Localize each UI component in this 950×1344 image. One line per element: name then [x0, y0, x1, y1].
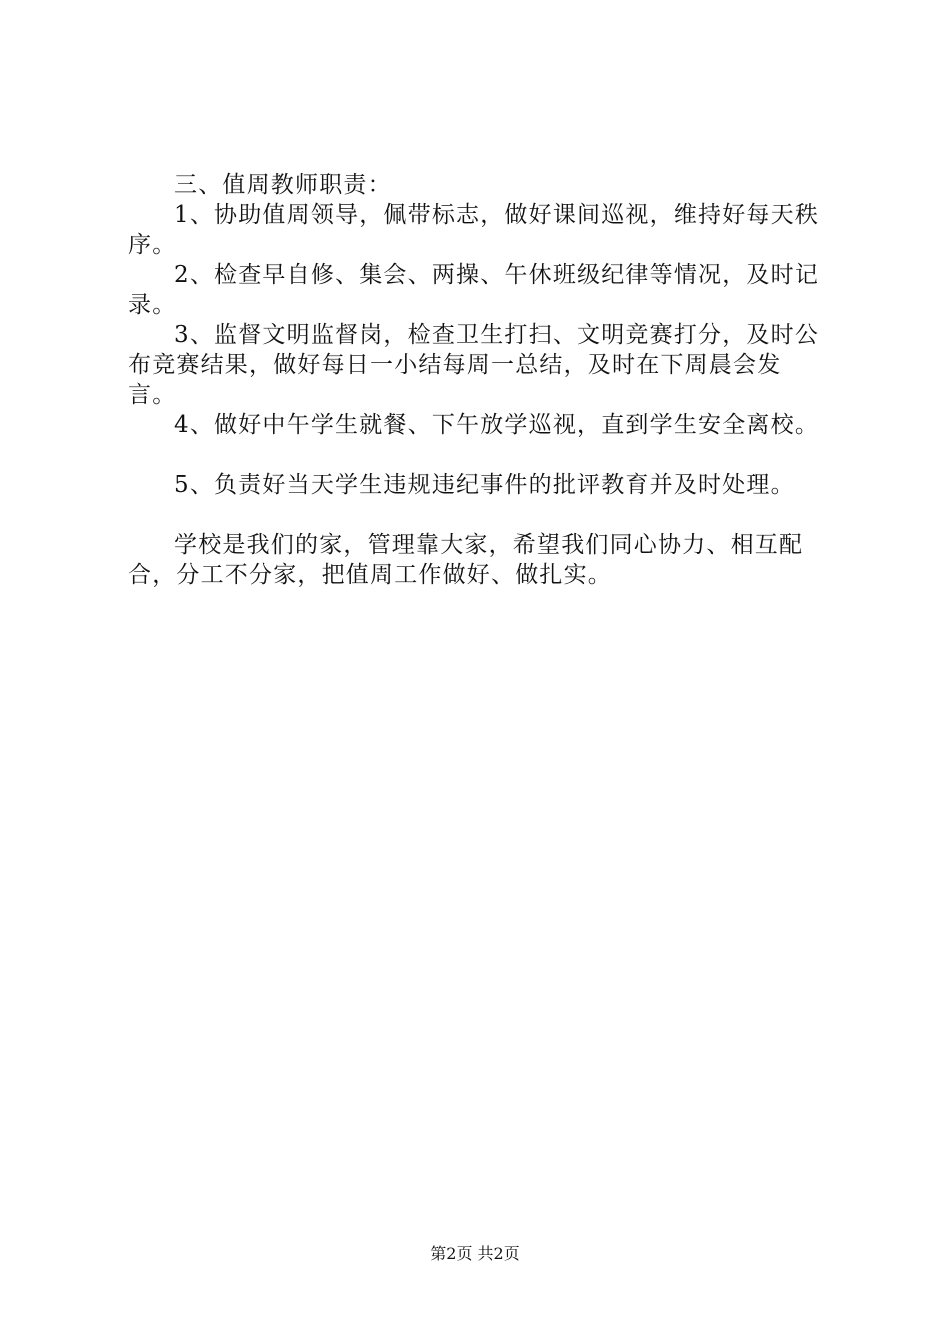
duty-item-2: 2、检查早自修、集会、两操、午休班级纪律等情况，及时记录。	[128, 262, 820, 318]
duty-item-4: 4、做好中午学生就餐、下午放学巡视，直到学生安全离校。	[174, 412, 820, 438]
duty-item-3: 3、监督文明监督岗，检查卫生打扫、文明竞赛打分，及时公布竞赛结果，做好每日一小结每周一总结，及时在下周晨会发言。	[128, 322, 820, 408]
section-heading: 三、值周教师职责：	[174, 172, 392, 198]
paragraph-spacer	[128, 500, 828, 530]
document-body	[128, 170, 828, 590]
page-footer: 第2页 共2页	[430, 1244, 520, 1263]
duty-item-1: 1、协助值周领导，佩带标志，做好课间巡视，维持好每天秩序。	[128, 202, 820, 258]
closing-paragraph: 学校是我们的家，管理靠大家，希望我们同心协力、相互配合，分工不分家，把值周工作做好、做扎实。	[128, 532, 804, 588]
duty-item-5: 5、负责好当天学生违规违纪事件的批评教育并及时处理。	[174, 472, 795, 498]
paragraph-spacer	[128, 440, 828, 470]
